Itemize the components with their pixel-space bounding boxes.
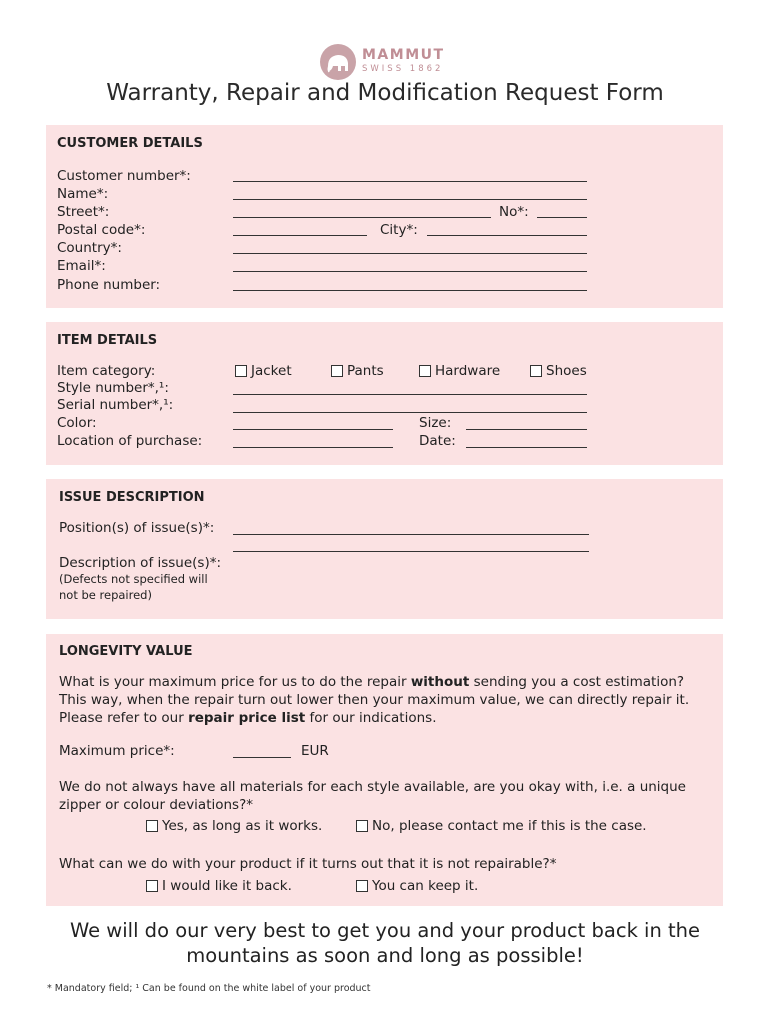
city-label: City*: xyxy=(380,222,418,238)
street-label: Street*: xyxy=(57,204,110,220)
checkbox-icon[interactable] xyxy=(235,365,247,377)
brand-name: MAMMUT xyxy=(362,47,445,63)
section-heading: ISSUE DESCRIPTION xyxy=(59,490,205,505)
footnote: * Mandatory field; ¹ Can be found on the white label of your product xyxy=(47,983,371,994)
postal-code-label: Postal code*: xyxy=(57,222,146,238)
phone-field[interactable] xyxy=(233,290,587,291)
issue-description-label: Description of issue(s)*: xyxy=(59,555,222,571)
checkbox-icon[interactable] xyxy=(146,820,158,832)
section-heading: ITEM DETAILS xyxy=(57,333,158,348)
checkbox-icon[interactable] xyxy=(530,365,542,377)
serial-number-label: Serial number*,¹: xyxy=(57,397,174,413)
unrepairable-question: What can we do with your product if it turns out that it is not repairable?* xyxy=(59,856,557,872)
checkbox-icon[interactable] xyxy=(356,820,368,832)
price-list-reference: Please refer to our repair price list for our indications. xyxy=(59,710,437,726)
location-label: Location of purchase: xyxy=(57,433,203,449)
customer-number-label: Customer number*: xyxy=(57,168,191,184)
checkbox-icon[interactable] xyxy=(331,365,343,377)
issue-note-line-1: (Defects not specified will xyxy=(59,572,208,586)
max-price-label: Maximum price*: xyxy=(59,743,175,759)
checkbox-materials-no[interactable]: No, please contact me if this is the case. xyxy=(356,818,647,834)
materials-question-line-2: zipper or colour deviations?* xyxy=(59,797,254,813)
issue-position-label: Position(s) of issue(s)*: xyxy=(59,520,215,536)
city-field[interactable] xyxy=(427,235,587,236)
size-label: Size: xyxy=(419,415,452,431)
name-field[interactable] xyxy=(233,199,587,200)
checkbox-icon[interactable] xyxy=(356,880,368,892)
section-heading: CUSTOMER DETAILS xyxy=(57,136,203,151)
color-field[interactable] xyxy=(233,429,393,430)
issue-position-field[interactable] xyxy=(233,534,589,535)
serial-number-field[interactable] xyxy=(233,412,587,413)
brand-subtitle: SWISS 1862 xyxy=(362,64,444,74)
max-price-explanation: This way, when the repair turn out lower then your maximum value, we can directly repair it. xyxy=(59,692,690,708)
country-label: Country*: xyxy=(57,240,122,256)
mammoth-icon xyxy=(320,44,356,80)
issue-note-line-2: not be repaired) xyxy=(59,588,152,602)
brand-logo xyxy=(320,44,460,80)
street-number-label: No*: xyxy=(499,204,529,220)
checkbox-hardware[interactable]: Hardware xyxy=(419,363,500,379)
date-label: Date: xyxy=(419,433,456,449)
section-heading: LONGEVITY VALUE xyxy=(59,644,193,659)
issue-description-section xyxy=(46,479,723,619)
size-field[interactable] xyxy=(466,429,587,430)
item-details-section xyxy=(46,322,723,465)
email-field[interactable] xyxy=(233,271,587,272)
style-number-field[interactable] xyxy=(233,394,587,395)
closing-slogan xyxy=(0,918,770,968)
materials-question-line-1: We do not always have all materials for each style available, are you okay with, i.e. a unique xyxy=(59,779,686,795)
customer-number-field[interactable] xyxy=(233,181,587,182)
slogan-line-2: mountains as soon and long as possible! xyxy=(186,944,584,967)
customer-details-section xyxy=(46,125,723,308)
street-field[interactable] xyxy=(233,217,491,218)
postal-code-field[interactable] xyxy=(233,235,367,236)
slogan-line-1: We will do our very best to get you and your product back in the xyxy=(69,919,701,942)
country-field[interactable] xyxy=(233,253,587,254)
checkbox-icon[interactable] xyxy=(419,365,431,377)
date-field[interactable] xyxy=(466,447,587,448)
checkbox-icon[interactable] xyxy=(146,880,158,892)
checkbox-pants[interactable]: Pants xyxy=(331,363,384,379)
name-label: Name*: xyxy=(57,186,109,202)
checkbox-return-product[interactable]: I would like it back. xyxy=(146,878,292,894)
email-label: Email*: xyxy=(57,258,106,274)
street-number-field[interactable] xyxy=(537,217,587,218)
checkbox-shoes[interactable]: Shoes xyxy=(530,363,587,379)
currency-label: EUR xyxy=(301,743,329,759)
checkbox-jacket[interactable]: Jacket xyxy=(235,363,292,379)
checkbox-materials-yes[interactable]: Yes, as long as it works. xyxy=(146,818,322,834)
repair-price-list-link[interactable]: repair price list xyxy=(188,710,306,726)
longevity-value-section xyxy=(46,634,723,906)
phone-label: Phone number: xyxy=(57,277,161,293)
max-price-field[interactable] xyxy=(233,757,291,758)
item-category-label: Item category: xyxy=(57,363,156,379)
issue-position-field-2[interactable] xyxy=(233,551,589,552)
location-field[interactable] xyxy=(233,447,393,448)
style-number-label: Style number*,¹: xyxy=(57,380,169,396)
max-price-question: What is your maximum price for us to do the repair without sending you a cost estimation? xyxy=(59,674,685,690)
checkbox-keep-product[interactable]: You can keep it. xyxy=(356,878,478,894)
page-title: Warranty, Repair and Modification Request Form xyxy=(106,80,664,106)
color-label: Color: xyxy=(57,415,97,431)
